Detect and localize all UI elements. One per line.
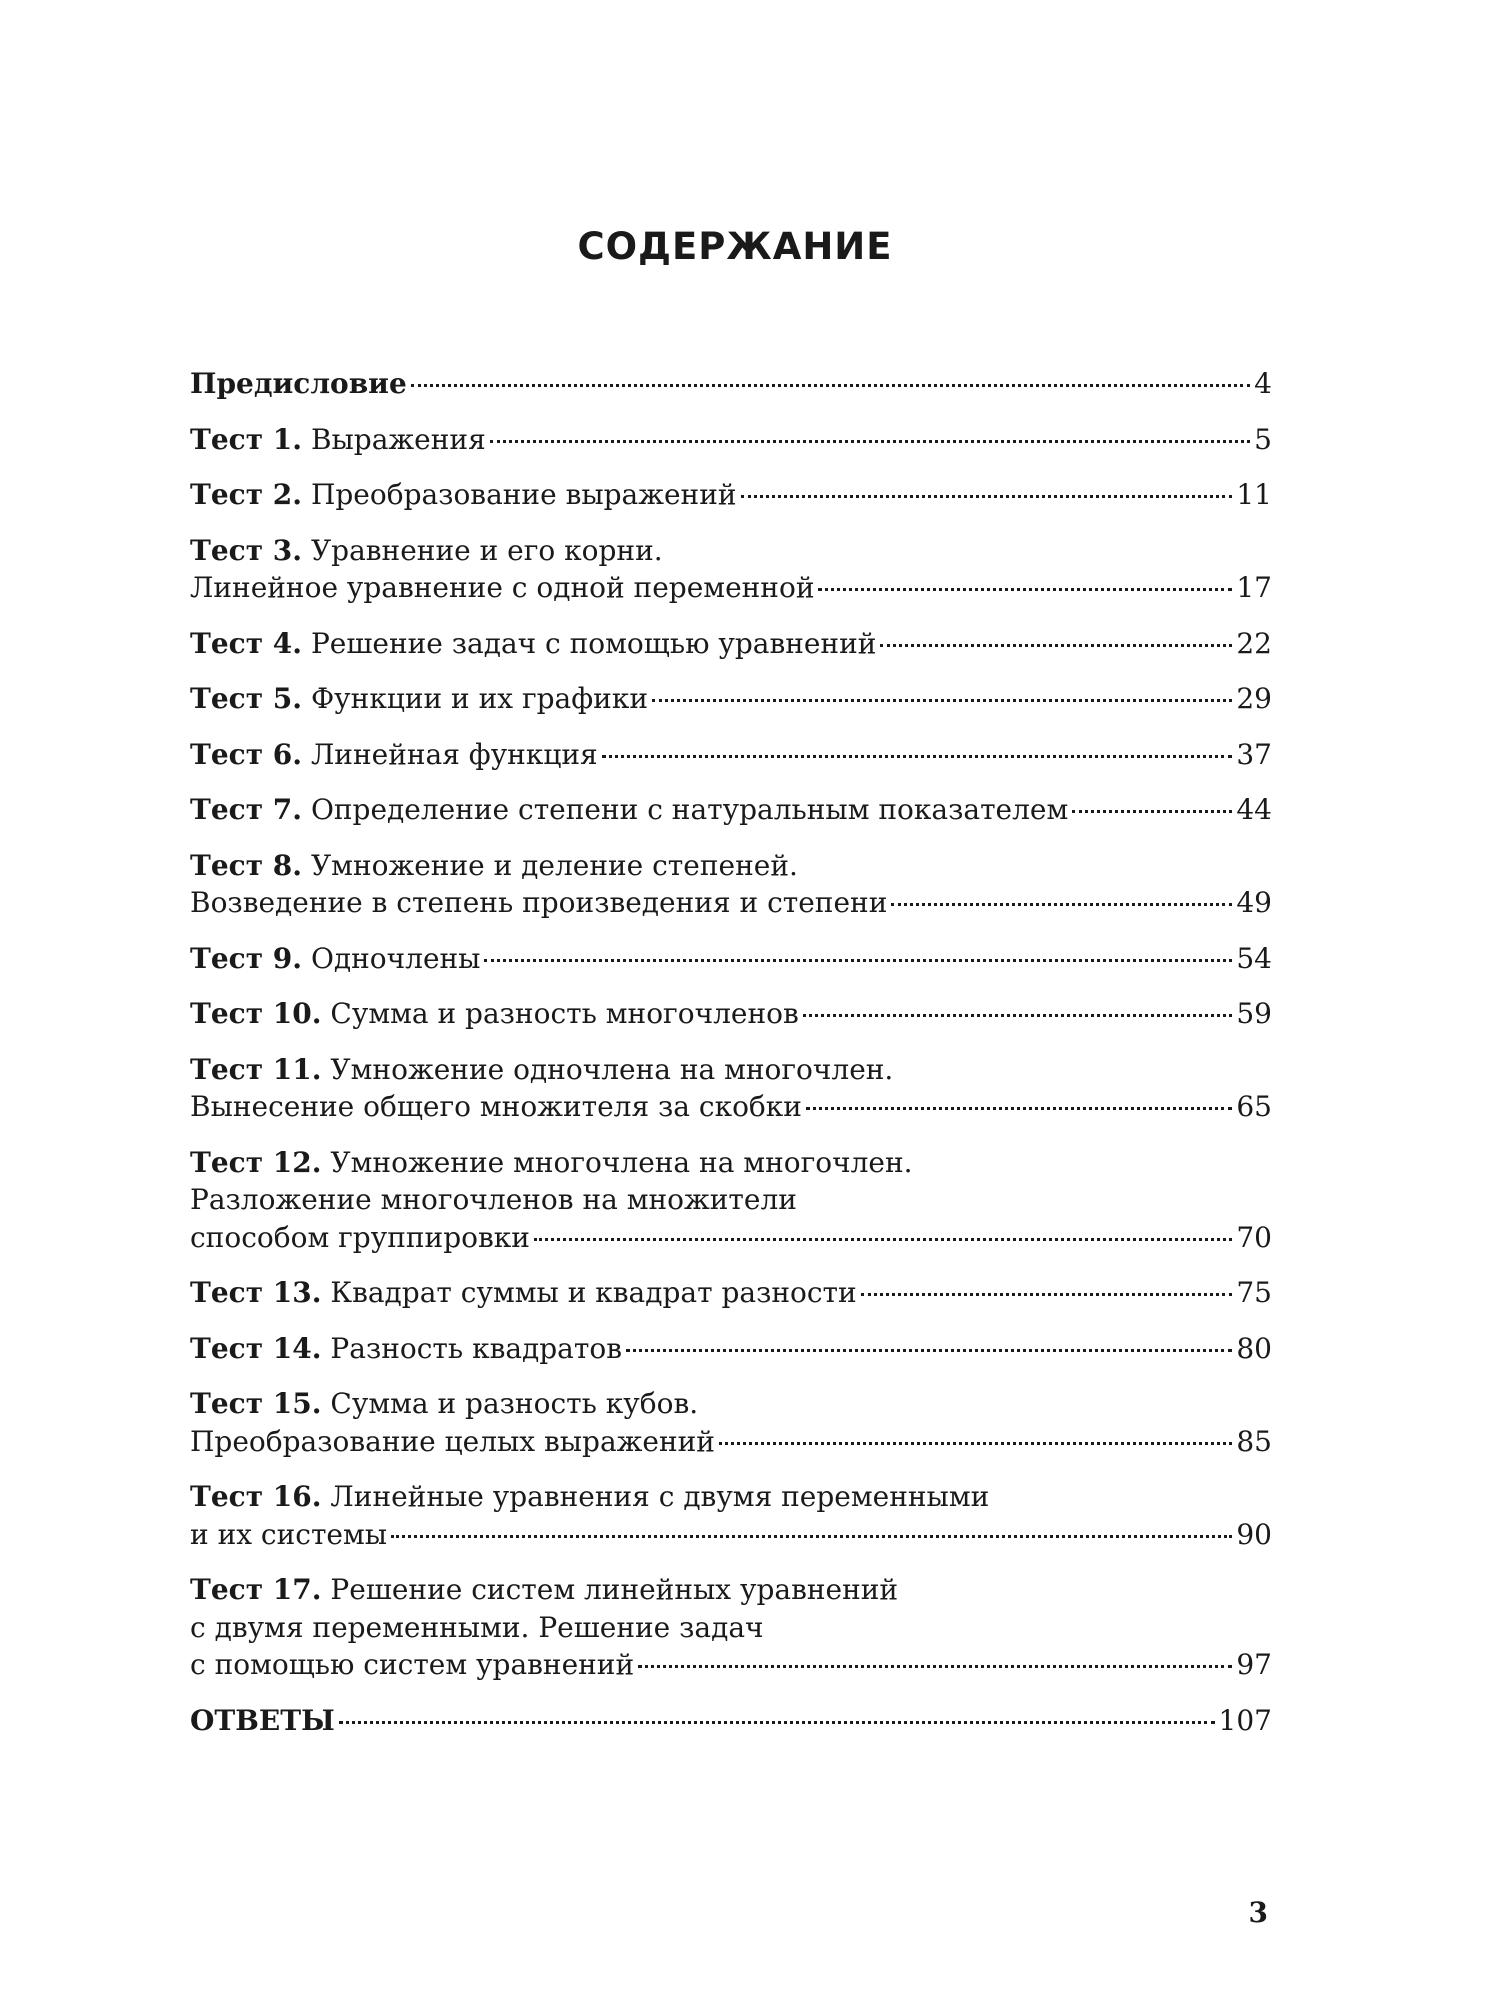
toc-entry-page: 17 (1236, 571, 1272, 604)
toc-entry-title: Квадрат суммы и квадрат разности (330, 1276, 857, 1309)
toc-entry-title: Сумма и разность кубов. (330, 1387, 699, 1420)
toc-entry-title: Линейные уравнения с двумя переменными (330, 1480, 990, 1513)
toc-entry[interactable] (190, 847, 1272, 922)
toc-entry-label (190, 1702, 335, 1740)
toc-entry[interactable] (190, 1144, 1272, 1257)
toc-entry[interactable] (190, 532, 1272, 607)
toc-entry-label (190, 421, 486, 459)
toc-entry-prefix: Тест 14. (190, 1331, 322, 1365)
toc-entry-title: Выражения (310, 422, 486, 456)
toc-entry[interactable] (190, 1702, 1272, 1740)
toc-entry-label (190, 791, 1068, 829)
toc-entry-last-line (190, 791, 1272, 829)
toc-entry-last-line (190, 365, 1272, 403)
toc-entry-prefix: Тест 17. (190, 1573, 322, 1606)
toc-entry-page: 70 (1236, 1220, 1272, 1254)
dot-leader (391, 1535, 1232, 1538)
toc-entry-page: 44 (1236, 793, 1272, 826)
toc-entry-title: способом группировки (190, 1220, 530, 1254)
toc-entry-label (190, 680, 648, 718)
toc-entry-label (190, 1646, 634, 1684)
toc-entry-page: 4 (1254, 367, 1272, 400)
toc-entry-title-line (190, 1609, 1272, 1647)
toc-entry-prefix: Тест 7. (190, 793, 303, 826)
dot-leader (626, 1349, 1232, 1352)
toc-entry-last-line (190, 569, 1272, 607)
toc-entry-title: с двумя переменными. Решение задач (190, 1610, 764, 1644)
toc-entry-last-line (190, 421, 1272, 459)
toc-entry-page: 49 (1236, 886, 1272, 919)
toc-entry-prefix: Тест 6. (190, 737, 303, 771)
dot-leader (638, 1665, 1232, 1668)
toc-entry-last-line (190, 884, 1272, 922)
dot-leader (719, 1442, 1232, 1445)
toc-entry-label (190, 625, 876, 663)
toc-entry[interactable] (190, 1478, 1272, 1553)
toc-entry[interactable] (190, 1274, 1272, 1312)
toc-entry-title: Уравнение и его корни. (310, 533, 663, 567)
toc-entry-title: Разложение многочленов на множители (190, 1183, 797, 1216)
dot-leader (806, 1107, 1232, 1110)
toc-entry-last-line (190, 995, 1272, 1033)
dot-leader (411, 384, 1250, 387)
toc-entry-last-line (190, 1423, 1272, 1461)
toc-entry-title-line (190, 1571, 1272, 1609)
toc-entry[interactable] (190, 1571, 1272, 1684)
toc-entry-title: Сумма и разность многочленов (330, 997, 799, 1030)
toc-entry-last-line (190, 1330, 1272, 1368)
toc-entry-prefix: Тест 2. (190, 478, 303, 511)
toc-entry-last-line (190, 940, 1272, 978)
toc-entry-title: Умножение и деление степеней. (310, 848, 798, 882)
toc-entry-title: Линейная функция (310, 737, 598, 771)
toc-entry-label (190, 365, 407, 403)
toc-entry-last-line (190, 1274, 1272, 1312)
toc-entry-title: с помощью систем уравнений (190, 1648, 635, 1681)
toc-entry-page: 107 (1218, 1703, 1272, 1737)
toc-entry-label (190, 1274, 857, 1312)
dot-leader (880, 644, 1232, 647)
toc-entry-label (190, 476, 737, 514)
toc-entry-prefix: Тест 11. (190, 1052, 322, 1086)
toc-entry-page: 80 (1236, 1331, 1272, 1365)
toc-entry-title-line (190, 1478, 1272, 1516)
toc-entry-page: 90 (1236, 1517, 1272, 1551)
dot-leader (818, 588, 1232, 591)
toc-entry-page: 5 (1254, 422, 1272, 456)
toc-entry-title: Определение степени с натуральным показателем (310, 793, 1069, 826)
toc-entry-page: 65 (1236, 1090, 1272, 1123)
toc-entry[interactable] (190, 1330, 1272, 1368)
toc-entry-label (190, 940, 480, 978)
toc-entry-page: 54 (1236, 941, 1272, 975)
toc-entry-label (190, 1088, 802, 1126)
dot-leader (861, 1293, 1233, 1296)
toc-entry-title: Возведение в степень произведения и степени (190, 886, 888, 919)
dot-leader (741, 495, 1233, 498)
toc-entry-prefix: Тест 16. (190, 1480, 322, 1513)
page-number: 3 (1248, 1896, 1268, 1929)
toc-entry-page: 59 (1236, 997, 1272, 1030)
page-title: СОДЕРЖАНИЕ (577, 225, 893, 268)
toc-entry-prefix: ОТВЕТЫ (190, 1703, 335, 1737)
toc-entry[interactable] (190, 680, 1272, 718)
toc-entry-prefix: Тест 13. (190, 1276, 322, 1309)
toc-entry[interactable] (190, 940, 1272, 978)
toc-entry-last-line (190, 476, 1272, 514)
toc-entry[interactable] (190, 476, 1272, 514)
toc-entry-last-line (190, 1516, 1272, 1554)
dot-leader (891, 903, 1232, 906)
toc-entry-prefix: Тест 3. (190, 533, 303, 567)
toc-entry-last-line (190, 1646, 1272, 1684)
toc-entry-prefix: Тест 4. (190, 626, 303, 660)
toc-entry-label (190, 569, 814, 607)
toc-entry-title: Преобразование выражений (310, 478, 737, 511)
toc-entry-title-line (190, 1051, 1272, 1089)
toc-entry[interactable] (190, 625, 1272, 663)
toc-entry-prefix: Тест 10. (190, 997, 322, 1030)
toc-entry-label (190, 995, 799, 1033)
toc-entry-title-line (190, 1385, 1272, 1423)
toc-entry-title: и их системы (190, 1517, 388, 1551)
toc-entry-page: 22 (1236, 626, 1272, 660)
dot-leader (490, 440, 1250, 443)
toc-entry-page: 29 (1236, 682, 1272, 715)
toc-entry-title-line (190, 1181, 1272, 1219)
toc-entry-title-line (190, 1144, 1272, 1182)
dot-leader (652, 699, 1232, 702)
toc-entry-title: Функции и их графики (310, 682, 648, 715)
table-of-contents (190, 365, 1272, 1757)
toc-entry-page: 85 (1236, 1424, 1272, 1458)
toc-entry[interactable] (190, 736, 1272, 774)
toc-entry-label (190, 1516, 387, 1554)
toc-entry-title: Одночлены (310, 941, 481, 975)
toc-entry-page: 37 (1236, 737, 1272, 771)
dot-leader (1072, 810, 1232, 813)
toc-entry-title-line (190, 532, 1272, 570)
toc-entry-title-line (190, 847, 1272, 885)
toc-entry-title: Умножение одночлена на многочлен. (330, 1052, 894, 1086)
toc-entry-last-line (190, 1088, 1272, 1126)
dot-leader (484, 959, 1232, 962)
toc-entry-title: Разность квадратов (330, 1331, 622, 1365)
dot-leader (803, 1014, 1233, 1017)
toc-entry-label (190, 884, 887, 922)
dot-leader (339, 1721, 1215, 1724)
toc-entry[interactable] (190, 365, 1272, 403)
toc-entry-title: Решение систем линейных уравнений (330, 1573, 899, 1606)
toc-entry-prefix: Тест 1. (190, 422, 303, 456)
toc-entry-title: Умножение многочлена на многочлен. (330, 1145, 913, 1179)
toc-entry-prefix: Тест 9. (190, 941, 303, 975)
toc-entry-last-line (190, 1219, 1272, 1257)
toc-entry-last-line (190, 1702, 1272, 1740)
toc-entry[interactable] (190, 791, 1272, 829)
toc-entry-label (190, 1330, 622, 1368)
toc-entry-page: 11 (1236, 478, 1272, 511)
toc-entry-prefix: Тест 15. (190, 1387, 322, 1420)
toc-entry-prefix: Тест 5. (190, 682, 303, 715)
toc-entry-prefix: Тест 12. (190, 1145, 322, 1179)
toc-entry-page: 75 (1236, 1276, 1272, 1309)
toc-entry-last-line (190, 680, 1272, 718)
toc-entry-last-line (190, 736, 1272, 774)
toc-entry-label (190, 1423, 715, 1461)
toc-entry[interactable] (190, 995, 1272, 1033)
toc-entry-label (190, 736, 598, 774)
toc-entry-last-line (190, 625, 1272, 663)
toc-entry-title: Преобразование целых выражений (190, 1424, 715, 1458)
toc-entry[interactable] (190, 1385, 1272, 1460)
dot-leader (602, 755, 1233, 758)
toc-entry[interactable] (190, 1051, 1272, 1126)
toc-entry-label (190, 1219, 530, 1257)
toc-entry-prefix: Тест 8. (190, 848, 303, 882)
toc-entry-prefix: Предисловие (190, 367, 407, 400)
toc-entry[interactable] (190, 421, 1272, 459)
toc-entry-title: Решение задач с помощью уравнений (310, 626, 877, 660)
toc-entry-title: Линейное уравнение с одной переменной (190, 571, 815, 604)
toc-entry-title: Вынесение общего множителя за скобки (190, 1090, 802, 1123)
toc-entry-page: 97 (1236, 1648, 1272, 1681)
dot-leader (534, 1238, 1232, 1241)
